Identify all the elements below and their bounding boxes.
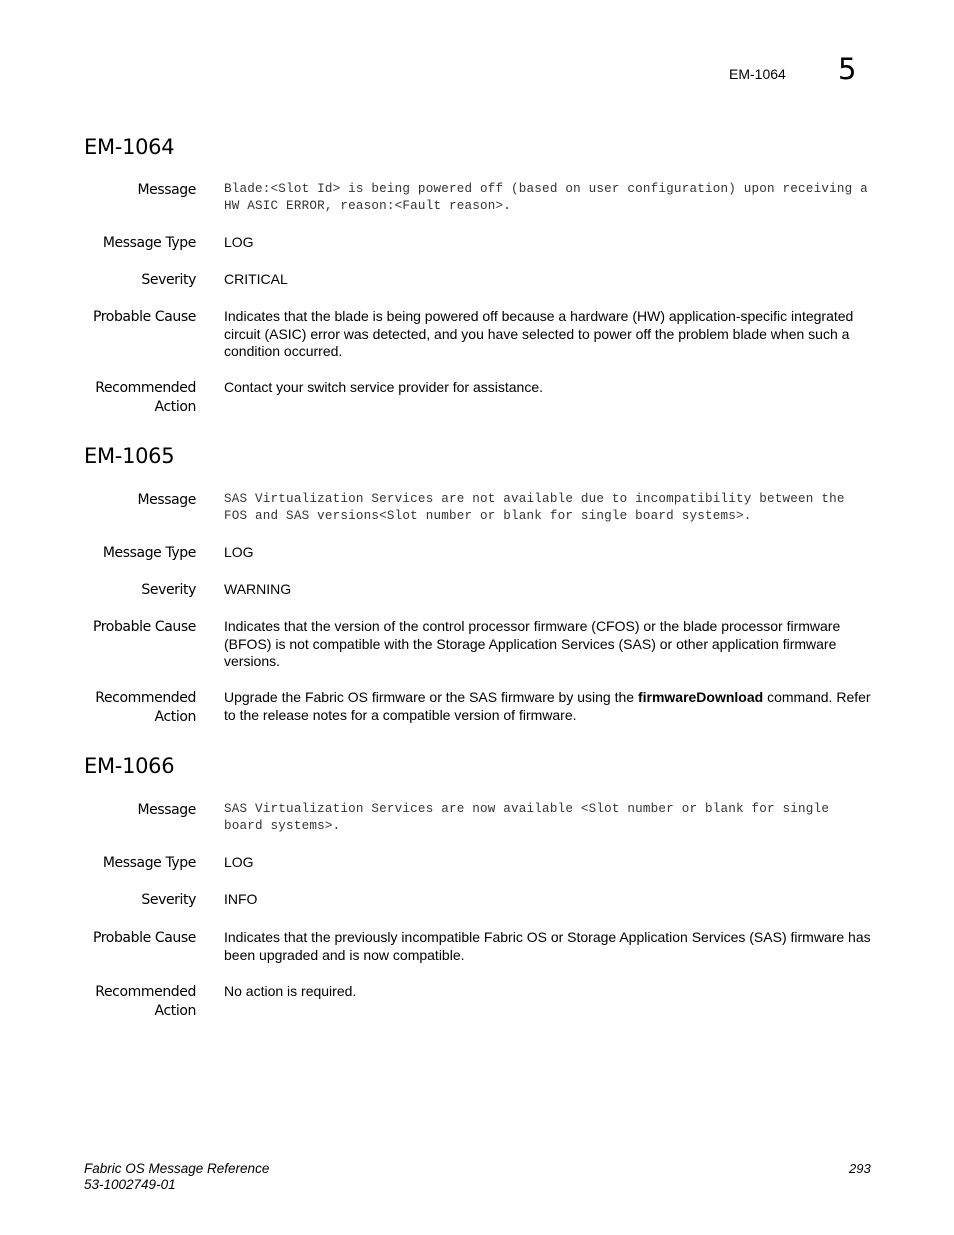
footer-doc-number: 53-1002749-01	[84, 1177, 176, 1192]
severity-label: Severity	[141, 272, 196, 288]
severity-label: Severity	[141, 892, 196, 908]
recommended-label-line2: Action	[154, 1003, 196, 1019]
message-type-value: LOG	[224, 234, 254, 250]
message-type-label: Message Type	[102, 235, 196, 251]
section-title: EM-1066	[84, 754, 175, 778]
probable-cause-text: Indicates that the previously incompatible Fabric OS or Storage Application Services (SAS) firmware has been upgraded and is now compatible.	[224, 929, 871, 963]
recommended-label-line1: Recommended	[95, 690, 196, 706]
recommended-label-line2: Action	[154, 709, 196, 725]
recommended-action-label	[56, 983, 196, 1021]
recommended-action-text-before: Upgrade the Fabric OS firmware or the SAS firmware by using the	[224, 689, 638, 705]
recommended-action-text-after: command. Refer to the release notes for a compatible version of firmware.	[224, 689, 871, 723]
severity-value: INFO	[224, 891, 258, 907]
section-title: EM-1064	[84, 135, 175, 159]
message-type-label: Message Type	[102, 545, 196, 561]
command-name: firmwareDownload	[637, 689, 764, 705]
recommended-label-line1: Recommended	[95, 380, 196, 396]
probable-cause-text: Indicates that the version of the control processor firmware (CFOS) or the blade processor firmware (BFOS) is not compatible with the Storage Application Services (SAS) or other application firmware versions.	[224, 618, 841, 669]
message-type-value: LOG	[224, 544, 254, 560]
chapter-number: 5	[838, 52, 857, 86]
severity-label: Severity	[141, 582, 196, 598]
severity-value: WARNING	[224, 581, 292, 597]
message-text: SAS Virtualization Services are not available due to incompatibility between the FOS and SAS versions<Slot number or blank for single board systems>.	[224, 492, 845, 523]
footer-doc-title: Fabric OS Message Reference	[84, 1161, 270, 1176]
recommended-action-text: No action is required.	[224, 983, 357, 999]
recommended-action-text: Contact your switch service provider for assistance.	[224, 379, 544, 395]
severity-value: CRITICAL	[224, 271, 288, 287]
footer-doc-info	[84, 1161, 269, 1193]
footer-page-number: 293	[849, 1161, 871, 1176]
probable-cause-label: Probable Cause	[92, 930, 196, 946]
recommended-label-line2: Action	[154, 399, 196, 415]
message-text: SAS Virtualization Services are now available <Slot number or blank for single board systems>.	[224, 802, 830, 833]
message-label: Message	[137, 492, 196, 508]
recommended-action-label	[56, 379, 196, 417]
message-label: Message	[137, 182, 196, 198]
recommended-action-text	[224, 689, 872, 724]
recommended-label-line1: Recommended	[95, 984, 196, 1000]
message-text: Blade:<Slot Id> is being powered off (based on user configuration) upon receiving a HW ASIC ERROR, reason:<Fault reason>.	[224, 182, 868, 213]
probable-cause-label: Probable Cause	[92, 309, 196, 325]
running-header-title: EM-1064	[729, 66, 786, 82]
section-title: EM-1065	[84, 444, 175, 468]
probable-cause-label: Probable Cause	[92, 619, 196, 635]
message-type-label: Message Type	[102, 855, 196, 871]
message-label: Message	[137, 802, 196, 818]
message-type-value: LOG	[224, 854, 254, 870]
probable-cause-text: Indicates that the blade is being powered off because a hardware (HW) application-specific integrated circuit (ASIC) error was detected, and you have selected to power off the problem blade when such a condition occurred.	[224, 308, 854, 359]
recommended-action-label	[56, 689, 196, 727]
